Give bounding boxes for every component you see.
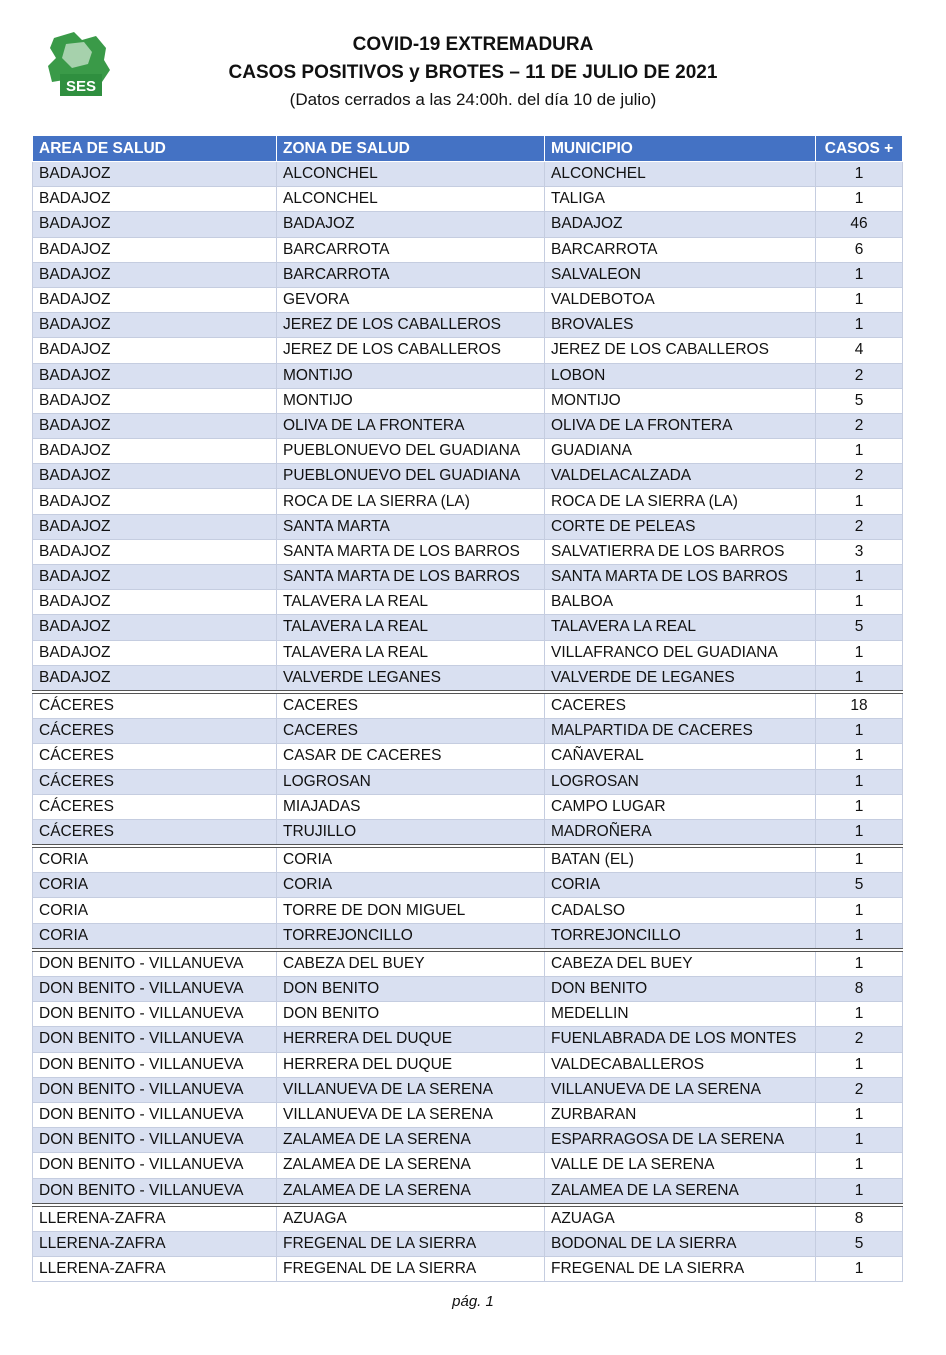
cell-municipio: VALDECABALLEROS bbox=[545, 1052, 816, 1077]
cell-zona: ZALAMEA DE LA SERENA bbox=[277, 1178, 545, 1205]
cell-zona: DON BENITO bbox=[277, 1002, 545, 1027]
cell-casos: 1 bbox=[816, 1257, 903, 1282]
cases-table bbox=[32, 135, 903, 1282]
header-area: AREA DE SALUD bbox=[33, 136, 277, 162]
cell-area: CÁCERES bbox=[33, 819, 277, 846]
cell-casos: 1 bbox=[816, 665, 903, 692]
cell-casos: 1 bbox=[816, 162, 903, 187]
cell-municipio: SALVALEON bbox=[545, 262, 816, 287]
table-row bbox=[33, 262, 903, 287]
table-row bbox=[33, 665, 903, 692]
header-casos: CASOS + bbox=[816, 136, 903, 162]
cell-casos: 1 bbox=[816, 287, 903, 312]
cell-area: BADAJOZ bbox=[33, 590, 277, 615]
table-row bbox=[33, 413, 903, 438]
cell-casos: 1 bbox=[816, 898, 903, 923]
cell-casos: 1 bbox=[816, 1178, 903, 1205]
header-zona: ZONA DE SALUD bbox=[277, 136, 545, 162]
cell-zona: SANTA MARTA DE LOS BARROS bbox=[277, 539, 545, 564]
cell-casos: 5 bbox=[816, 1231, 903, 1256]
table-row bbox=[33, 539, 903, 564]
cell-zona: PUEBLONUEVO DEL GUADIANA bbox=[277, 439, 545, 464]
cell-area: DON BENITO - VILLANUEVA bbox=[33, 950, 277, 977]
cell-municipio: BATAN (EL) bbox=[545, 846, 816, 873]
table-row bbox=[33, 794, 903, 819]
table-row bbox=[33, 1102, 903, 1127]
cell-zona: FREGENAL DE LA SIERRA bbox=[277, 1231, 545, 1256]
cell-casos: 2 bbox=[816, 363, 903, 388]
cell-municipio: CACERES bbox=[545, 692, 816, 719]
cell-zona: CORIA bbox=[277, 846, 545, 873]
cell-area: DON BENITO - VILLANUEVA bbox=[33, 1128, 277, 1153]
cell-area: BADAJOZ bbox=[33, 514, 277, 539]
cell-casos: 1 bbox=[816, 187, 903, 212]
cell-area: BADAJOZ bbox=[33, 162, 277, 187]
table-row bbox=[33, 719, 903, 744]
table-row bbox=[33, 977, 903, 1002]
table-row bbox=[33, 464, 903, 489]
cell-zona: ALCONCHEL bbox=[277, 162, 545, 187]
cell-municipio: MEDELLIN bbox=[545, 1002, 816, 1027]
cell-zona: TALAVERA LA REAL bbox=[277, 640, 545, 665]
cell-casos: 46 bbox=[816, 212, 903, 237]
cell-municipio: BODONAL DE LA SIERRA bbox=[545, 1231, 816, 1256]
table-row bbox=[33, 873, 903, 898]
cell-area: LLERENA-ZAFRA bbox=[33, 1205, 277, 1232]
cell-casos: 8 bbox=[816, 977, 903, 1002]
cell-area: BADAJOZ bbox=[33, 413, 277, 438]
cell-municipio: MALPARTIDA DE CACERES bbox=[545, 719, 816, 744]
table-row bbox=[33, 1128, 903, 1153]
table-row bbox=[33, 692, 903, 719]
cell-area: BADAJOZ bbox=[33, 640, 277, 665]
cell-zona: SANTA MARTA bbox=[277, 514, 545, 539]
table-row bbox=[33, 950, 903, 977]
table-row bbox=[33, 769, 903, 794]
table-row bbox=[33, 640, 903, 665]
cell-area: BADAJOZ bbox=[33, 464, 277, 489]
cell-municipio: SALVATIERRA DE LOS BARROS bbox=[545, 539, 816, 564]
table-row bbox=[33, 489, 903, 514]
cell-area: BADAJOZ bbox=[33, 439, 277, 464]
cell-area: BADAJOZ bbox=[33, 262, 277, 287]
cell-casos: 2 bbox=[816, 1027, 903, 1052]
cell-casos: 2 bbox=[816, 413, 903, 438]
table-row bbox=[33, 1205, 903, 1232]
table-row bbox=[33, 287, 903, 312]
cell-municipio: LOBON bbox=[545, 363, 816, 388]
cell-municipio: LOGROSAN bbox=[545, 769, 816, 794]
cell-zona: GEVORA bbox=[277, 287, 545, 312]
cell-zona: LOGROSAN bbox=[277, 769, 545, 794]
cell-zona: PUEBLONUEVO DEL GUADIANA bbox=[277, 464, 545, 489]
cell-municipio: MONTIJO bbox=[545, 388, 816, 413]
cell-area: BADAJOZ bbox=[33, 287, 277, 312]
cell-casos: 1 bbox=[816, 590, 903, 615]
cell-casos: 18 bbox=[816, 692, 903, 719]
cell-zona: MONTIJO bbox=[277, 363, 545, 388]
cell-casos: 1 bbox=[816, 769, 903, 794]
cell-casos: 1 bbox=[816, 565, 903, 590]
cell-zona: OLIVA DE LA FRONTERA bbox=[277, 413, 545, 438]
cell-casos: 1 bbox=[816, 819, 903, 846]
cell-municipio: VALLE DE LA SERENA bbox=[545, 1153, 816, 1178]
table-row bbox=[33, 590, 903, 615]
cell-area: CORIA bbox=[33, 923, 277, 950]
cell-zona: ROCA DE LA SIERRA (LA) bbox=[277, 489, 545, 514]
cell-zona: BARCARROTA bbox=[277, 237, 545, 262]
cell-area: CÁCERES bbox=[33, 794, 277, 819]
cell-casos: 6 bbox=[816, 237, 903, 262]
cell-municipio: MADROÑERA bbox=[545, 819, 816, 846]
table-row bbox=[33, 819, 903, 846]
cell-zona: ZALAMEA DE LA SERENA bbox=[277, 1153, 545, 1178]
table-row bbox=[33, 1153, 903, 1178]
cell-municipio: BROVALES bbox=[545, 313, 816, 338]
table-row bbox=[33, 923, 903, 950]
cell-casos: 1 bbox=[816, 719, 903, 744]
table-row bbox=[33, 388, 903, 413]
cell-municipio: CORTE DE PELEAS bbox=[545, 514, 816, 539]
table-row bbox=[33, 363, 903, 388]
cell-area: CÁCERES bbox=[33, 692, 277, 719]
cell-area: CORIA bbox=[33, 846, 277, 873]
cell-area: DON BENITO - VILLANUEVA bbox=[33, 1077, 277, 1102]
cell-casos: 1 bbox=[816, 923, 903, 950]
cell-municipio: BARCARROTA bbox=[545, 237, 816, 262]
table-row bbox=[33, 1002, 903, 1027]
cell-zona: CACERES bbox=[277, 692, 545, 719]
cell-area: DON BENITO - VILLANUEVA bbox=[33, 1027, 277, 1052]
cell-zona: TALAVERA LA REAL bbox=[277, 615, 545, 640]
cell-area: BADAJOZ bbox=[33, 187, 277, 212]
cell-casos: 1 bbox=[816, 640, 903, 665]
cell-area: BADAJOZ bbox=[33, 489, 277, 514]
cell-area: BADAJOZ bbox=[33, 363, 277, 388]
table-row bbox=[33, 1231, 903, 1256]
table-row bbox=[33, 313, 903, 338]
cell-municipio: VALDELACALZADA bbox=[545, 464, 816, 489]
cell-casos: 2 bbox=[816, 464, 903, 489]
cell-zona: AZUAGA bbox=[277, 1205, 545, 1232]
cell-zona: HERRERA DEL DUQUE bbox=[277, 1052, 545, 1077]
cell-zona: VILLANUEVA DE LA SERENA bbox=[277, 1077, 545, 1102]
table-header-row bbox=[33, 136, 903, 162]
cell-casos: 8 bbox=[816, 1205, 903, 1232]
cell-casos: 1 bbox=[816, 262, 903, 287]
cell-zona: JEREZ DE LOS CABALLEROS bbox=[277, 313, 545, 338]
cell-area: BADAJOZ bbox=[33, 237, 277, 262]
table-row bbox=[33, 1178, 903, 1205]
cell-area: DON BENITO - VILLANUEVA bbox=[33, 977, 277, 1002]
cell-casos: 2 bbox=[816, 514, 903, 539]
cell-casos: 1 bbox=[816, 439, 903, 464]
cell-zona: HERRERA DEL DUQUE bbox=[277, 1027, 545, 1052]
table-row bbox=[33, 514, 903, 539]
cell-area: BADAJOZ bbox=[33, 338, 277, 363]
cell-area: CÁCERES bbox=[33, 719, 277, 744]
cell-zona: BADAJOZ bbox=[277, 212, 545, 237]
cell-casos: 1 bbox=[816, 489, 903, 514]
cell-area: DON BENITO - VILLANUEVA bbox=[33, 1153, 277, 1178]
cell-casos: 1 bbox=[816, 1153, 903, 1178]
cell-area: LLERENA-ZAFRA bbox=[33, 1231, 277, 1256]
cell-area: CÁCERES bbox=[33, 744, 277, 769]
cell-area: DON BENITO - VILLANUEVA bbox=[33, 1002, 277, 1027]
table-row bbox=[33, 338, 903, 363]
cell-municipio: CABEZA DEL BUEY bbox=[545, 950, 816, 977]
cell-casos: 1 bbox=[816, 1002, 903, 1027]
cell-zona: TRUJILLO bbox=[277, 819, 545, 846]
cell-municipio: VALDEBOTOA bbox=[545, 287, 816, 312]
cell-zona: TORRE DE DON MIGUEL bbox=[277, 898, 545, 923]
cell-area: BADAJOZ bbox=[33, 212, 277, 237]
table-row bbox=[33, 846, 903, 873]
cell-zona: CORIA bbox=[277, 873, 545, 898]
table-row bbox=[33, 744, 903, 769]
table-row bbox=[33, 565, 903, 590]
table-row bbox=[33, 212, 903, 237]
cell-zona: CACERES bbox=[277, 719, 545, 744]
cell-area: BADAJOZ bbox=[33, 565, 277, 590]
cell-casos: 1 bbox=[816, 794, 903, 819]
cell-municipio: FREGENAL DE LA SIERRA bbox=[545, 1257, 816, 1282]
cell-casos: 1 bbox=[816, 313, 903, 338]
cell-casos: 5 bbox=[816, 873, 903, 898]
table-row bbox=[33, 898, 903, 923]
cell-municipio: OLIVA DE LA FRONTERA bbox=[545, 413, 816, 438]
cell-municipio: ZALAMEA DE LA SERENA bbox=[545, 1178, 816, 1205]
cell-municipio: GUADIANA bbox=[545, 439, 816, 464]
cell-municipio: SANTA MARTA DE LOS BARROS bbox=[545, 565, 816, 590]
cell-zona: ZALAMEA DE LA SERENA bbox=[277, 1128, 545, 1153]
cell-zona: VILLANUEVA DE LA SERENA bbox=[277, 1102, 545, 1127]
cell-casos: 4 bbox=[816, 338, 903, 363]
cell-municipio: BADAJOZ bbox=[545, 212, 816, 237]
cell-area: BADAJOZ bbox=[33, 313, 277, 338]
table-row bbox=[33, 1052, 903, 1077]
cell-area: BADAJOZ bbox=[33, 388, 277, 413]
cell-area: CORIA bbox=[33, 873, 277, 898]
cell-municipio: TALIGA bbox=[545, 187, 816, 212]
cell-casos: 1 bbox=[816, 846, 903, 873]
cell-casos: 1 bbox=[816, 950, 903, 977]
cell-municipio: CAÑAVERAL bbox=[545, 744, 816, 769]
cell-municipio: DON BENITO bbox=[545, 977, 816, 1002]
cell-zona: SANTA MARTA DE LOS BARROS bbox=[277, 565, 545, 590]
cell-zona: ALCONCHEL bbox=[277, 187, 545, 212]
cell-area: DON BENITO - VILLANUEVA bbox=[33, 1102, 277, 1127]
cell-casos: 1 bbox=[816, 1052, 903, 1077]
cell-casos: 1 bbox=[816, 1128, 903, 1153]
cell-municipio: ESPARRAGOSA DE LA SERENA bbox=[545, 1128, 816, 1153]
cell-casos: 1 bbox=[816, 1102, 903, 1127]
cell-municipio: VALVERDE DE LEGANES bbox=[545, 665, 816, 692]
table-body bbox=[33, 162, 903, 1282]
cell-municipio: TALAVERA LA REAL bbox=[545, 615, 816, 640]
cell-municipio: AZUAGA bbox=[545, 1205, 816, 1232]
cell-municipio: VILLAFRANCO DEL GUADIANA bbox=[545, 640, 816, 665]
cell-casos: 5 bbox=[816, 388, 903, 413]
cell-zona: CABEZA DEL BUEY bbox=[277, 950, 545, 977]
table-row bbox=[33, 615, 903, 640]
cell-area: CÁCERES bbox=[33, 769, 277, 794]
svg-text:SES: SES bbox=[65, 78, 97, 95]
cell-zona: MIAJADAS bbox=[277, 794, 545, 819]
table-row bbox=[33, 1077, 903, 1102]
table-row bbox=[33, 162, 903, 187]
cell-municipio: CAMPO LUGAR bbox=[545, 794, 816, 819]
cell-zona: BARCARROTA bbox=[277, 262, 545, 287]
document-title: COVID-19 EXTREMADURA bbox=[352, 34, 594, 55]
cell-zona: TALAVERA LA REAL bbox=[277, 590, 545, 615]
data-cutoff-note: (Datos cerrados a las 24:00h. del día 10 de julio) bbox=[289, 90, 657, 109]
table-row bbox=[33, 1257, 903, 1282]
cell-casos: 3 bbox=[816, 539, 903, 564]
table-row bbox=[33, 439, 903, 464]
cell-zona: VALVERDE LEGANES bbox=[277, 665, 545, 692]
cell-municipio: JEREZ DE LOS CABALLEROS bbox=[545, 338, 816, 363]
table-row bbox=[33, 237, 903, 262]
table-row bbox=[33, 1027, 903, 1052]
cell-area: DON BENITO - VILLANUEVA bbox=[33, 1052, 277, 1077]
cell-municipio: TORREJONCILLO bbox=[545, 923, 816, 950]
cell-area: LLERENA-ZAFRA bbox=[33, 1257, 277, 1282]
cell-area: BADAJOZ bbox=[33, 615, 277, 640]
cell-area: BADAJOZ bbox=[33, 539, 277, 564]
header-municipio: MUNICIPIO bbox=[545, 136, 816, 162]
table-row bbox=[33, 187, 903, 212]
cell-municipio: CADALSO bbox=[545, 898, 816, 923]
cell-zona: FREGENAL DE LA SIERRA bbox=[277, 1257, 545, 1282]
cell-casos: 1 bbox=[816, 744, 903, 769]
cell-zona: MONTIJO bbox=[277, 388, 545, 413]
cell-municipio: ALCONCHEL bbox=[545, 162, 816, 187]
cell-municipio: BALBOA bbox=[545, 590, 816, 615]
cell-municipio: ROCA DE LA SIERRA (LA) bbox=[545, 489, 816, 514]
cell-area: BADAJOZ bbox=[33, 665, 277, 692]
cell-casos: 2 bbox=[816, 1077, 903, 1102]
cell-area: CORIA bbox=[33, 898, 277, 923]
cell-municipio: CORIA bbox=[545, 873, 816, 898]
page-number: pág. 1 bbox=[452, 1293, 494, 1310]
cell-zona: TORREJONCILLO bbox=[277, 923, 545, 950]
cell-zona: CASAR DE CACERES bbox=[277, 744, 545, 769]
cell-municipio: FUENLABRADA DE LOS MONTES bbox=[545, 1027, 816, 1052]
cell-municipio: VILLANUEVA DE LA SERENA bbox=[545, 1077, 816, 1102]
cell-zona: DON BENITO bbox=[277, 977, 545, 1002]
cell-zona: JEREZ DE LOS CABALLEROS bbox=[277, 338, 545, 363]
document-subtitle: CASOS POSITIVOS y BROTES – 11 DE JULIO DE 2021 bbox=[228, 62, 718, 83]
cell-casos: 5 bbox=[816, 615, 903, 640]
cell-area: DON BENITO - VILLANUEVA bbox=[33, 1178, 277, 1205]
cell-municipio: ZURBARAN bbox=[545, 1102, 816, 1127]
